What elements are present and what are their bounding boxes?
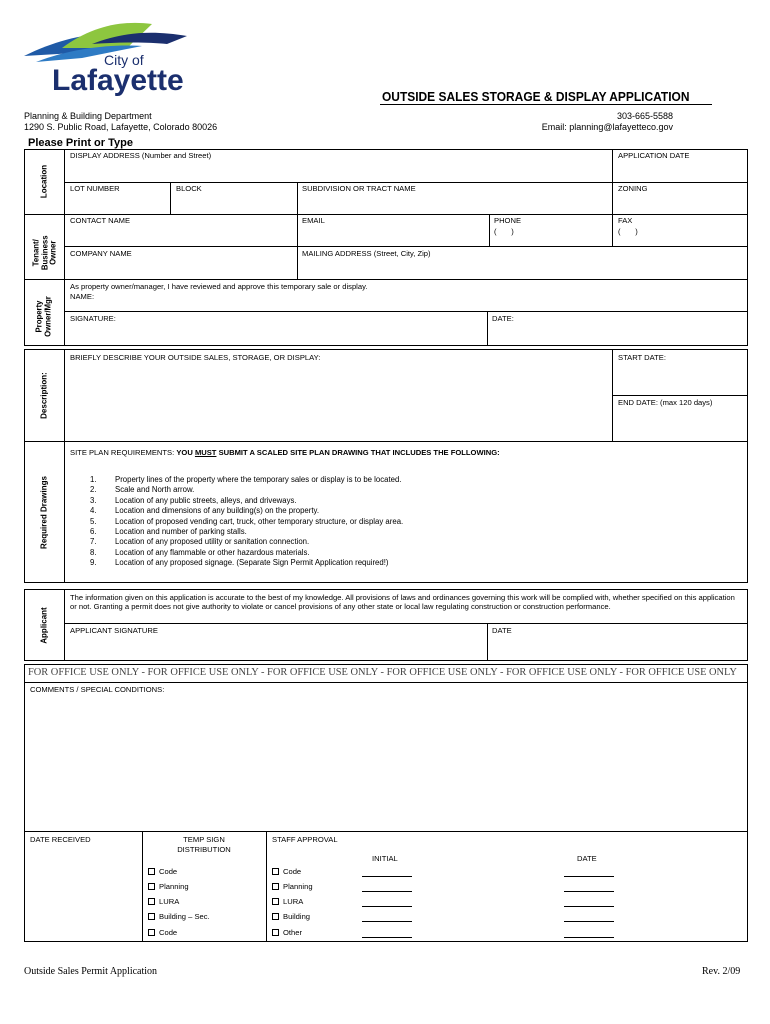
logo-name: Lafayette [52, 64, 184, 97]
fax-paren: ( ) [618, 227, 638, 236]
comments-label: COMMENTS / SPECIAL CONDITIONS: [30, 685, 165, 694]
initial-blank-line[interactable] [362, 885, 412, 892]
distribution-item-label: Code [159, 928, 178, 937]
distribution-checkbox-item[interactable] [148, 928, 177, 937]
requirement-number: 7. [90, 537, 97, 547]
fax-label: FAX [618, 216, 633, 225]
requirement-number: 1. [90, 475, 97, 484]
requirement-number: 8. [90, 547, 97, 557]
print-note: Please Print or Type [28, 137, 133, 149]
requirement-text: Location and number of parking stalls. [115, 527, 247, 537]
requirement-number: 6. [90, 527, 97, 537]
approval-checkbox-item[interactable] [272, 867, 301, 876]
applicant-date-label: DATE [492, 626, 512, 635]
distribution-item-label: LURA [159, 897, 180, 906]
initial-blank-line[interactable] [362, 870, 412, 877]
initial-blank-line[interactable] [362, 931, 412, 938]
requirement-item [90, 517, 403, 527]
subdivision-label: SUBDIVISION OR TRACT NAME [302, 184, 416, 193]
office-date-label: DATE [577, 854, 597, 863]
site-plan-req-b: SUBMIT A SCALED SITE PLAN DRAWING THAT INCLUDES THE FOLLOWING: [216, 448, 500, 457]
application-date-label: APPLICATION DATE [618, 151, 690, 160]
checkbox-icon[interactable] [272, 898, 279, 905]
section-drawings: Required Drawings [39, 476, 49, 549]
footer-left: Outside Sales Permit Application [24, 966, 158, 977]
applicant-signature-label: APPLICANT SIGNATURE [70, 626, 158, 635]
distribution-item-label: Building – Sec. [159, 912, 210, 921]
checkbox-icon[interactable] [148, 898, 155, 905]
requirement-text: Location of any proposed signage. (Separate Sign Permit Application required!) [115, 558, 389, 568]
property-date-label: DATE: [492, 314, 514, 323]
checkbox-icon[interactable] [272, 929, 279, 936]
requirement-text: Location of any proposed utility or sanitation connection. [115, 537, 310, 547]
requirement-text: Property lines of the property where the temporary sales or display is to be located. [115, 475, 402, 484]
title-underline [380, 104, 712, 105]
section-tenant: Tenant/ Business Owner [31, 235, 58, 271]
lot-number-label: LOT NUMBER [70, 184, 120, 193]
display-address-label: DISPLAY ADDRESS (Number and Street) [70, 151, 212, 160]
start-date-label: START DATE: [618, 353, 666, 362]
section-applicant: Applicant [39, 607, 49, 644]
date-blank-line[interactable] [564, 931, 614, 938]
phone-paren: ( ) [494, 227, 514, 236]
requirement-item [90, 496, 403, 506]
requirement-item [90, 527, 403, 537]
initial-label: INITIAL [372, 854, 398, 863]
site-plan-req-a: YOU [176, 448, 195, 457]
temp-sign-label: TEMP SIGN [183, 835, 225, 844]
approval-item-label: LURA [283, 897, 304, 906]
office-use-banner: FOR OFFICE USE ONLY - FOR OFFICE USE ONLY - FOR OFFICE USE ONLY - FOR OFFICE USE ONLY - FOR OFFICE USE ONLY - FOR OFFICE USE ONLY [28, 667, 737, 678]
approval-checkbox-item[interactable] [272, 928, 302, 937]
block-label: BLOCK [176, 184, 202, 193]
requirement-item [90, 548, 403, 558]
date-blank-line[interactable] [564, 900, 614, 907]
date-blank-line[interactable] [564, 915, 614, 922]
phone-label: PHONE [494, 216, 522, 225]
applicant-statement: The information given on this application is accurate to the best of my knowledge. All provisions of laws and ordinances governing this work will be complied with, whether specified on this application or not. Granting a permit does not give authority to violate or cancel provisions of any other state or local law regulating construction or construction performance. [70, 593, 735, 611]
date-blank-line[interactable] [564, 870, 614, 877]
initial-blank-line[interactable] [362, 900, 412, 907]
requirement-item [90, 558, 403, 568]
requirement-text: Location of any public streets, alleys, and driveways. [115, 495, 297, 505]
requirement-text: Location and dimensions of any building(s) on the property. [115, 506, 319, 516]
checkbox-icon[interactable] [272, 913, 279, 920]
distribution-checkbox-item[interactable] [148, 912, 210, 921]
date-blank-line[interactable] [564, 885, 614, 892]
requirement-item [90, 537, 403, 547]
owner-name-label: NAME: [70, 292, 95, 301]
dept-phone: 303-665-5588 [616, 111, 673, 121]
checkbox-icon[interactable] [148, 883, 155, 890]
site-plan-lead: SITE PLAN REQUIREMENTS: [70, 448, 175, 457]
approval-checkbox-item[interactable] [272, 882, 313, 891]
requirement-number: 9. [90, 558, 97, 568]
requirement-item [90, 485, 403, 495]
requirement-text: Scale and North arrow. [115, 485, 195, 495]
approval-item-label: Code [283, 867, 302, 876]
form-location-block [24, 149, 748, 346]
date-received-label: DATE RECEIVED [30, 835, 91, 844]
signature-label: SIGNATURE: [70, 314, 116, 323]
checkbox-icon[interactable] [148, 929, 155, 936]
distribution-checkbox-item[interactable] [148, 897, 179, 906]
section-property: Property Owner/Mgr [34, 296, 52, 337]
checkbox-icon[interactable] [272, 868, 279, 875]
requirement-item [90, 506, 403, 516]
distribution-item-label: Planning [159, 882, 189, 891]
requirement-number: 2. [90, 485, 97, 495]
requirement-text: Location of any flammable or other hazardous materials. [115, 547, 310, 557]
contact-name-label: CONTACT NAME [70, 216, 131, 225]
logo-city-of: City of [104, 52, 144, 68]
owner-statement: As property owner/manager, I have reviewed and approve this temporary sale or display. [70, 282, 368, 291]
approval-item-label: Building [283, 912, 311, 921]
site-plan-requirements [70, 448, 500, 457]
end-date-label: END DATE: (max 120 days) [618, 398, 713, 407]
distribution-checkbox-item[interactable] [148, 867, 177, 876]
company-name-label: COMPANY NAME [70, 249, 132, 258]
page-title: OUTSIDE SALES STORAGE & DISPLAY APPLICATION [382, 89, 690, 104]
section-location: Location [39, 164, 49, 199]
approval-checkbox-item[interactable] [272, 912, 310, 921]
site-plan-must: MUST [194, 448, 217, 457]
mailing-address-label: MAILING ADDRESS (Street, City, Zip) [302, 249, 431, 258]
requirement-number: 5. [90, 516, 97, 526]
requirement-number: 4. [90, 506, 97, 516]
city-logo [22, 18, 192, 100]
distribution-item-label: Code [159, 867, 178, 876]
dept-name: Planning & Building Department [24, 111, 152, 121]
staff-approval-label: STAFF APPROVAL [272, 835, 338, 844]
footer-right: Rev. 2/09 [702, 966, 741, 977]
checkbox-icon[interactable] [148, 913, 155, 920]
checkbox-icon[interactable] [272, 883, 279, 890]
initial-blank-line[interactable] [362, 915, 412, 922]
requirement-item [90, 475, 403, 485]
dept-address: 1290 S. Public Road, Lafayette, Colorado 80026 [24, 122, 218, 132]
approval-checkbox-item[interactable] [272, 897, 303, 906]
distribution-label: DISTRIBUTION [177, 845, 231, 854]
describe-label: BRIEFLY DESCRIBE YOUR OUTSIDE SALES, STORAGE, OR DISPLAY: [70, 353, 321, 362]
dept-email: Email: planning@lafayetteco.gov [541, 122, 673, 132]
email-label: EMAIL [302, 216, 325, 225]
zoning-label: ZONING [618, 184, 648, 193]
requirement-number: 3. [90, 495, 97, 505]
approval-item-label: Planning [283, 882, 313, 891]
requirement-text: Location of proposed vending cart, truck, other temporary structure, or display area. [115, 516, 404, 526]
requirements-list [90, 475, 403, 569]
section-description: Description: [39, 372, 49, 419]
approval-item-label: Other [283, 928, 302, 937]
distribution-checkbox-item[interactable] [148, 882, 189, 891]
checkbox-icon[interactable] [148, 868, 155, 875]
